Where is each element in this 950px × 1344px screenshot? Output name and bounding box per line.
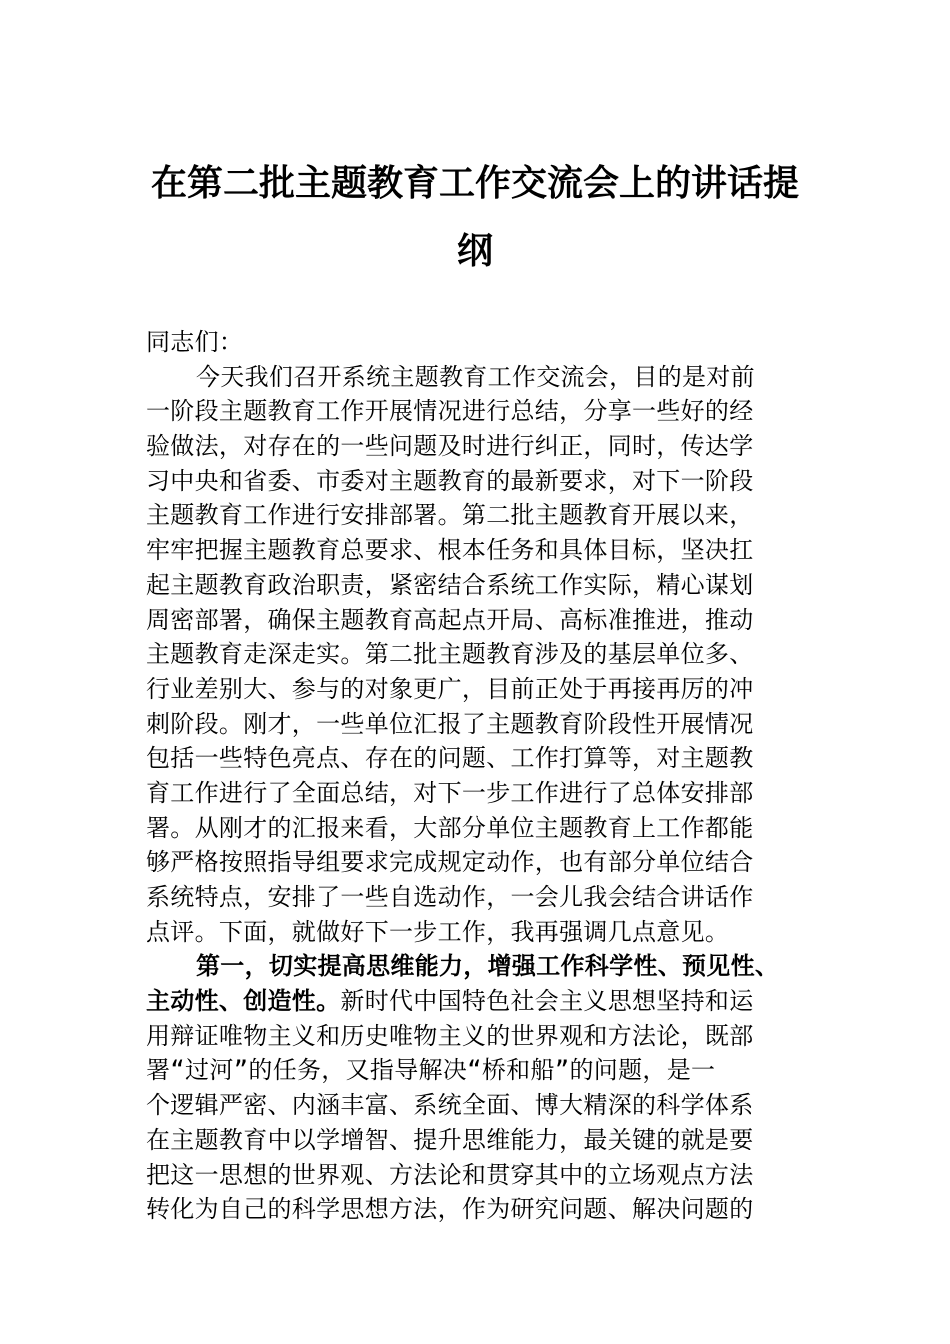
- paragraph-line: 署“过河”的任务，又指导解决“桥和船”的问题，是一: [146, 1056, 716, 1085]
- paragraph-line: 起主题教育政治职责，紧密结合系统工作实际，精心谋划: [146, 570, 754, 599]
- paragraph-line: 点评。下面，就做好下一步工作，我再强调几点意见。: [146, 917, 730, 946]
- document-title-line-1: 在第二批主题教育工作交流会上的讲话提: [150, 162, 799, 204]
- paragraph-line: 育工作进行了全面总结，对下一步工作进行了总体安排部: [146, 778, 754, 807]
- document-body: [146, 325, 806, 1227]
- paragraph-line: 署。从刚才的汇报来看，大部分单位主题教育上工作都能: [146, 813, 754, 842]
- paragraph-line: 今天我们召开系统主题教育工作交流会，目的是对前: [196, 362, 755, 391]
- paragraph-line: 牢牢把握主题教育总要求、根本任务和具体目标，坚决扛: [146, 536, 754, 565]
- document-title-line-2: 纲: [456, 230, 493, 272]
- paragraph-line: 够严格按照指导组要求完成规定动作，也有部分单位结合: [146, 848, 754, 877]
- section-heading-tail: 主动性、创造性。: [146, 987, 341, 1016]
- paragraph-line: 主题教育工作进行安排部署。第二批主题教育开展以来，: [146, 501, 754, 530]
- paragraph-line: 在主题教育中以学增智、提升思维能力，最关键的就是要: [146, 1125, 754, 1154]
- paragraph-line: 周密部署，确保主题教育高起点开局、高标准推进，推动: [146, 605, 754, 634]
- paragraph-line: 把这一思想的世界观、方法论和贯穿其中的立场观点方法: [146, 1160, 754, 1189]
- paragraph-line: 转化为自己的科学思想方法，作为研究问题、解决问题的: [146, 1195, 754, 1224]
- paragraph-line: 主题教育走深走实。第二批主题教育涉及的基层单位多、: [146, 640, 754, 669]
- paragraph-line: 行业差别大、参与的对象更广，目前正处于再接再厉的冲: [146, 674, 754, 703]
- paragraph-line: 验做法，对存在的一些问题及时进行纠正，同时，传达学: [146, 432, 754, 461]
- paragraph-line-rest: 新时代中国特色社会主义思想坚持和运: [340, 987, 754, 1016]
- paragraph-line: 刺阶段。刚才，一些单位汇报了主题教育阶段性开展情况: [146, 709, 754, 738]
- paragraph-line: 一阶段主题教育工作开展情况进行总结，分享一些好的经: [146, 397, 754, 426]
- paragraph-line: 习中央和省委、市委对主题教育的最新要求，对下一阶段: [146, 466, 754, 495]
- paragraph-line: 包括一些特色亮点、存在的问题、工作打算等，对主题教: [146, 744, 754, 773]
- paragraph-line: 用辩证唯物主义和历史唯物主义的世界观和方法论，既部: [146, 1021, 754, 1050]
- section-heading-line-2: [146, 984, 806, 1019]
- paragraph-line: 个逻辑严密、内涵丰富、系统全面、博大精深的科学体系: [146, 1091, 754, 1120]
- salutation: 同志们：: [146, 328, 244, 356]
- paragraph-line: 系统特点，安排了一些自选动作，一会儿我会结合讲话作: [146, 883, 754, 911]
- section-heading-line-1: 第一，切实提高思维能力，增强工作科学性、预见性、: [196, 952, 780, 981]
